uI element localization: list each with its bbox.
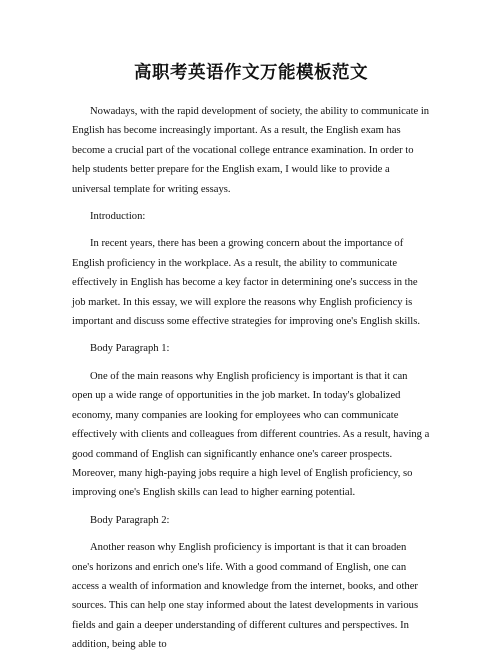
body-paragraph-2: Another reason why English proficiency is important is that it can broaden one's horizons and enrich one's life. With a good command of English, one can access a wealth of information and knowledge from the internet, books, and other sources. This can help one stay informed about the latest developments in various fields and gain a deeper understanding of different cultures and perspectives. In addition, being able to bbox=[72, 542, 419, 651]
introduction-paragraph: In recent years, there has been a growing concern about the importance of English proficiency in the workplace. As a result, the ability to communicate effectively in English has become a key factor in determining one's success in the job market. In this essay, we will explore the reasons why English proficiency is important and discuss some effective strategies for improving one's English skills. bbox=[72, 238, 421, 328]
introduction-heading: Introduction: bbox=[90, 211, 146, 223]
body-paragraph-1-heading: Body Paragraph 1: bbox=[90, 343, 170, 355]
intro-paragraph: Nowadays, with the rapid development of society, the ability to communicate in English has become increasingly important. As a result, the English exam has become a crucial part of the vocational college entrance examination. In order to help students better prepare for the English exam, I would like to provide a universal template for writing essays. bbox=[72, 106, 430, 195]
document-title: 高职考英语作文万能模板范文 bbox=[134, 63, 368, 83]
body-paragraph-1: One of the main reasons why English proficiency is important is that it can open up a wide range of opportunities in the job market. In today's globalized economy, many companies are looking for employees who can communicate effectively with clients and colleagues from different countries. As a result, having a good command of English can significantly enhance one's career prospects. Moreover, many high-paying jobs require a high level of English proficiency, so improving one's English skills can lead to higher earning potential. bbox=[72, 370, 430, 499]
body-paragraph-2-heading: Body Paragraph 2: bbox=[90, 514, 170, 526]
